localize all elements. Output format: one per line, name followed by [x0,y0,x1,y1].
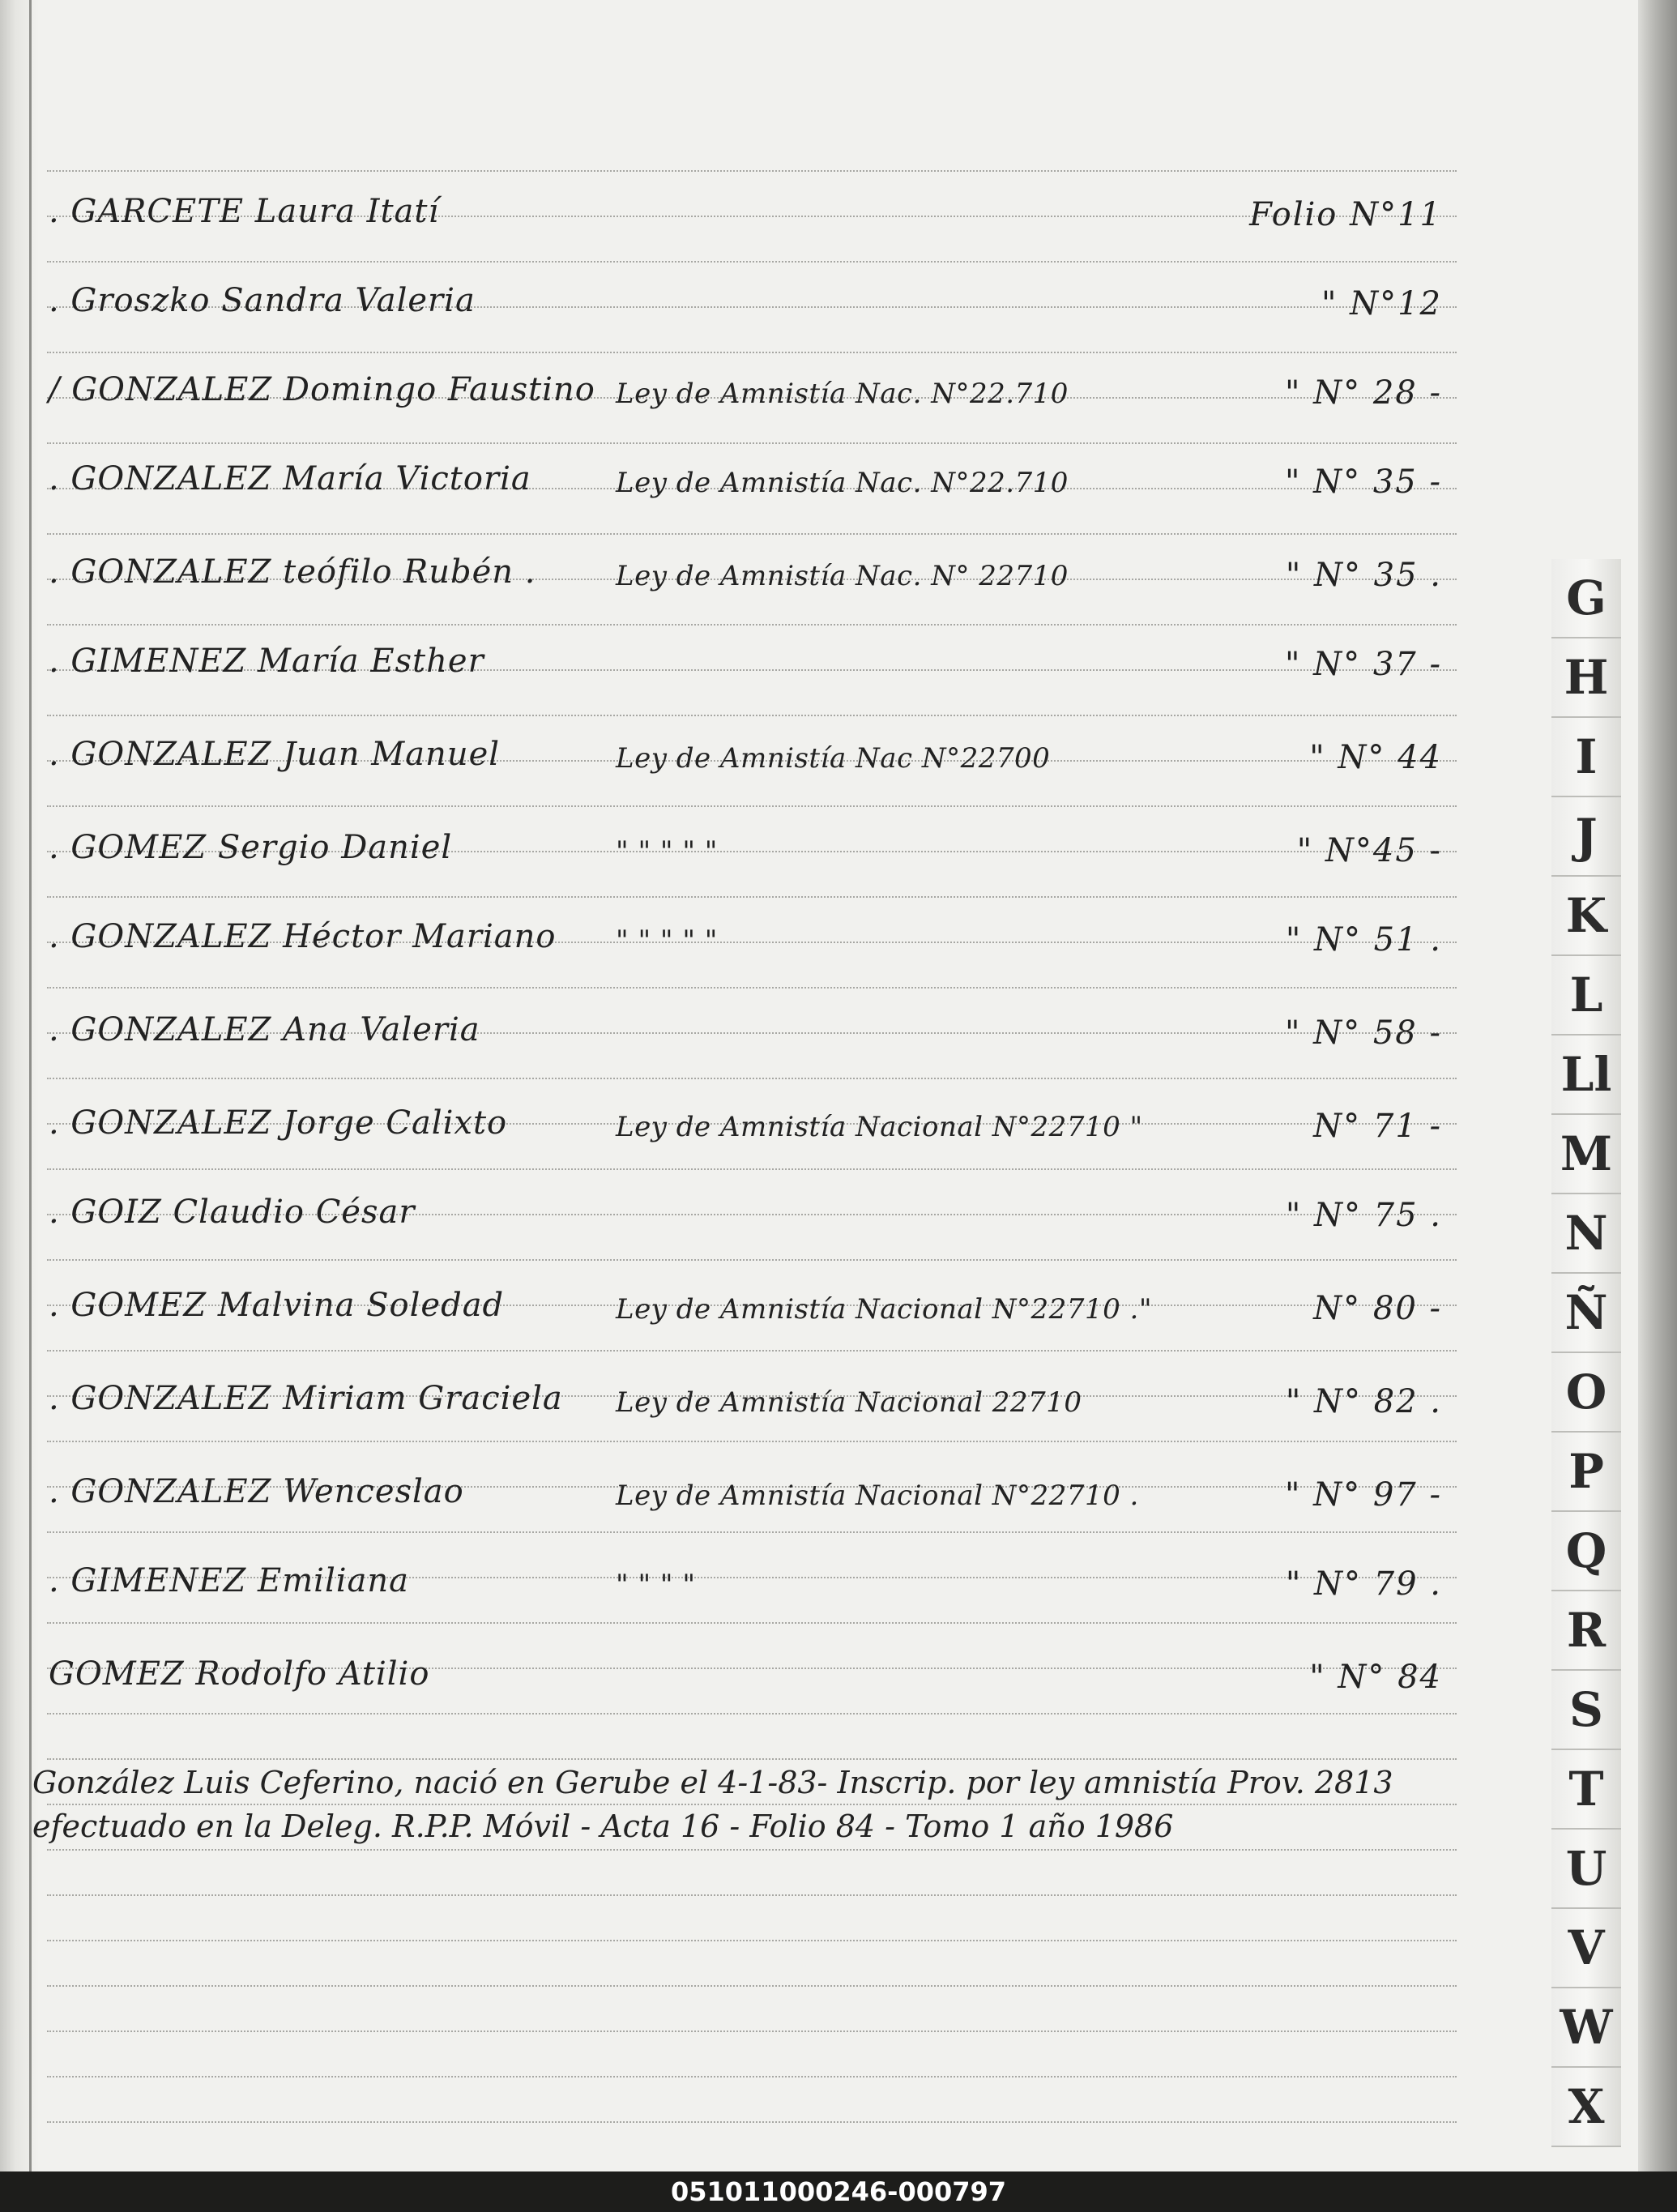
ruled-line [47,1940,1457,1941]
entry-folio: " N° 35 . [1285,557,1442,594]
alphabet-index-tabs [1551,559,1624,2147]
entry-law: Ley de Amnistía Nacional N°22710 ." [616,1293,1152,1326]
entry-name: . Groszko Sandra Valeria [49,282,476,319]
ruled-line [47,261,1457,263]
entry-folio: " N°12 [1321,285,1442,322]
ruled-line [47,1168,1457,1170]
index-tab[interactable]: N [1551,1194,1621,1274]
ruled-line [47,442,1457,444]
entry-row [49,357,1458,413]
ruled-line [47,1894,1457,1896]
document-id: 051011000246-000797 [0,2171,1677,2212]
entry-law: " " " " " [616,925,718,957]
entry-folio: " N° 37 - [1285,646,1442,683]
entry-row [49,1179,1458,1236]
ruled-line [47,624,1457,626]
entry-name: GOMEZ Rodolfo Atilio [49,1655,430,1693]
index-tab[interactable]: W [1551,1988,1621,2068]
entry-row [49,997,1458,1053]
ruled-line [47,352,1457,353]
entry-law: " " " " [616,1569,696,1601]
ruled-line [47,2031,1457,2032]
index-tab[interactable]: U [1551,1830,1621,1909]
entry-row [49,1272,1458,1329]
entry-name: . GONZALEZ Jorge Calixto [49,1104,508,1142]
entry-row [49,446,1458,502]
index-tab[interactable]: X [1551,2068,1621,2147]
entry-folio: " N° 79 . [1285,1565,1442,1603]
entry-name: . GARCETE Laura Itatí [49,193,440,230]
ruled-line [47,2076,1457,2077]
entry-law: " " " " " [616,835,718,868]
ruled-line [47,1713,1457,1715]
entry-row [49,1365,1458,1422]
entry-row [49,1548,1458,1604]
entry-name: . GONZALEZ Juan Manuel [49,736,501,773]
entry-row [49,1458,1458,1515]
index-tab[interactable]: P [1551,1433,1621,1512]
index-tab[interactable]: J [1551,797,1621,877]
entry-folio: N° 71 - [1313,1108,1442,1145]
index-tab[interactable]: H [1551,638,1621,718]
ruled-line [47,1350,1457,1352]
entry-folio: " N° 58 - [1285,1014,1442,1052]
entry-name: . GONZALEZ Ana Valeria [49,1011,480,1048]
index-tab[interactable]: I [1551,718,1621,797]
ruled-line [47,1259,1457,1261]
index-tab[interactable]: T [1551,1750,1621,1830]
ruled-line [47,1758,1457,1760]
index-tab[interactable]: Ñ [1551,1274,1621,1353]
entry-name: . GOMEZ Malvina Soledad [49,1287,505,1324]
entry-law: Ley de Amnistía Nac. N° 22710 [616,560,1069,592]
entry-folio: " N° 44 [1309,739,1442,776]
entry-folio: " N° 82 . [1285,1383,1442,1420]
index-tab[interactable]: O [1551,1353,1621,1433]
entry-folio: N° 80 - [1313,1290,1442,1327]
entry-folio: Folio N°11 [1249,196,1442,233]
index-tab[interactable]: Q [1551,1512,1621,1591]
entry-row [49,539,1458,596]
ruled-line [47,1441,1457,1442]
index-tab[interactable]: V [1551,1909,1621,1988]
entry-law: Ley de Amnistía Nac. N°22.710 [616,378,1069,410]
ruled-line [47,1985,1457,1987]
ruled-line [47,805,1457,807]
entry-row [49,267,1458,324]
entry-folio: " N° 35 - [1285,463,1442,501]
entry-name: . GIMENEZ Emiliana [49,1562,410,1599]
ruled-line [47,987,1457,989]
index-tab[interactable]: L [1551,956,1621,1036]
entry-row [49,814,1458,871]
ruled-line [47,1849,1457,1851]
ruled-line [47,896,1457,898]
entry-name: . GONZALEZ Héctor Mariano [49,918,557,955]
entry-law: Ley de Amnistía Nacional N°22710 " [616,1111,1143,1143]
book-spine [0,0,39,2171]
index-tab[interactable]: Ll [1551,1036,1621,1115]
entry-folio: " N° 84 [1309,1659,1442,1696]
entry-row [49,628,1458,685]
entry-name: . GONZALEZ María Victoria [49,460,531,497]
index-tab[interactable]: S [1551,1671,1621,1750]
entry-row [49,903,1458,960]
ruled-line [47,170,1457,172]
entry-folio: " N°45 - [1296,832,1442,869]
ruled-line [47,1531,1457,1533]
ruled-line [47,533,1457,535]
entry-law: Ley de Amnistía Nac N°22700 [616,742,1051,775]
entry-name: . GIMENEZ María Esther [49,643,484,680]
note-line-2: efectuado en la Deleg. R.P.P. Móvil - Acta 16 - Folio 84 - Tomo 1 año 1986 [32,1808,1174,1844]
entry-name: / GONZALEZ Domingo Faustino [49,371,595,408]
entry-folio: " N° 97 - [1285,1476,1442,1514]
ruled-line [47,2121,1457,2123]
index-tab[interactable]: R [1551,1591,1621,1671]
entry-row [49,721,1458,778]
note-line-1: González Luis Ceferino, nació en Gerube el 4-1-83- Inscrip. por ley amnistía Prov. 2813 [32,1765,1393,1800]
index-tab[interactable]: G [1551,559,1621,638]
entry-name: . GOIZ Claudio César [49,1194,416,1231]
entry-folio: " N° 75 . [1285,1197,1442,1234]
entry-folio: " N° 51 . [1285,921,1442,959]
ruled-line [47,1622,1457,1624]
ruled-line [47,1804,1457,1805]
entry-law: Ley de Amnistía Nac. N°22.710 [616,467,1069,499]
entry-law: Ley de Amnistía Nacional N°22710 . [616,1480,1139,1512]
entry-name: . GONZALEZ Miriam Graciela [49,1380,563,1417]
ruled-line [47,715,1457,716]
spine-line [29,0,32,2171]
ruled-line [47,1078,1457,1079]
entry-row [49,1641,1458,1697]
book-edge [1638,0,1677,2171]
entry-row [49,178,1458,235]
entry-name: . GOMEZ Sergio Daniel [49,829,453,866]
index-tab[interactable]: M [1551,1115,1621,1194]
index-tab[interactable]: K [1551,877,1621,956]
entry-name: . GONZALEZ teófilo Rubén . [49,553,536,591]
entry-folio: " N° 28 - [1285,374,1442,412]
entry-law: Ley de Amnistía Nacional 22710 [616,1386,1082,1419]
entry-row [49,1090,1458,1147]
entry-name: . GONZALEZ Wenceslao [49,1473,464,1510]
